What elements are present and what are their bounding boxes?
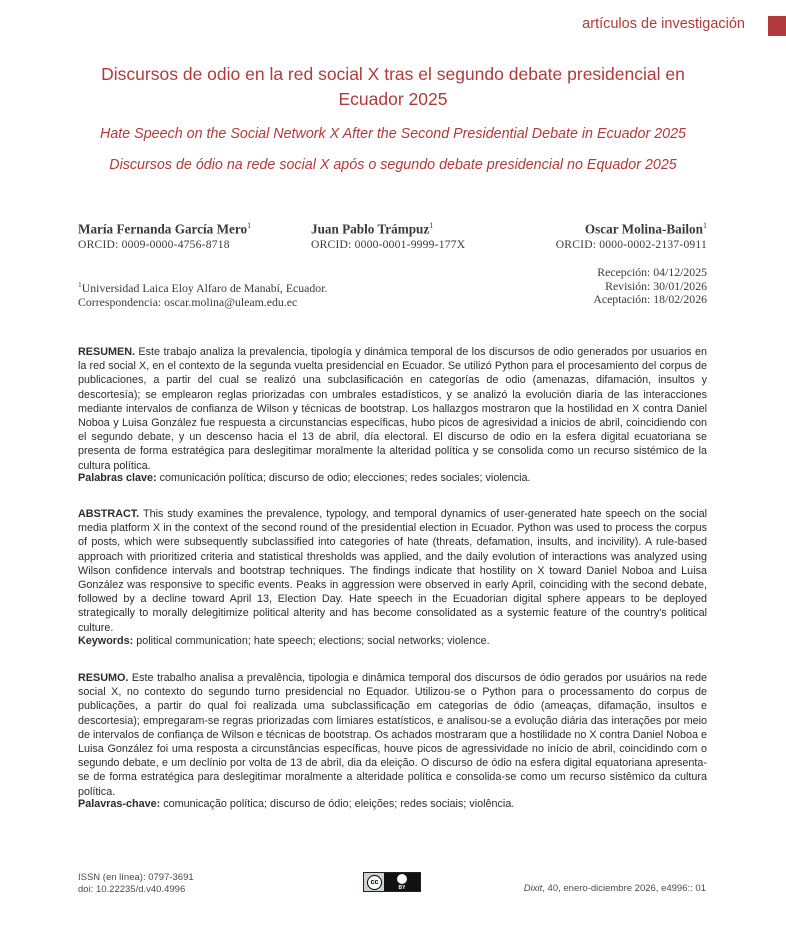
by-label: BY [398,884,406,891]
resumo-text: Este trabalho analisa a prevalência, tipologia e dinâmica temporal dos discursos de ódio gerados por usuários na rede social X, no contexto do segundo turno presidencial no Equador. Utilizou-se o Python para o processamento do corpus de publicações, a partir do qual foi realizada uma subclassificação em categorias de ódio (ameaças, difamação, insultos e descortesia); empregaram-se regras priorizadas com limiares estatísticos, e analisou-se a evolução diária das interações por meio de intervalos de confiança de Wilson e técnicas de bootstrap. Os achados mostraram que a hostilidade no X contra Daniel Noboa e Luisa González foi uma resposta a circunstâncias específicas, houve picos de agressividade no início de abril, coincidindo com o segundo debate, e um declínio por volta de 13 de abril, dia da eleição. O discurso de ódio na esfera digital equatoriana apresenta-se de forma estratégica para deslegitimar moralmente a alteridade política e consolida-se como um recurso sistêmico da cultura política. [78,672,707,798]
author-orcid[interactable]: ORCID: 0000-0001-9999-177X [311,238,466,252]
cc-icon: cc [367,875,382,890]
title-portuguese: Discursos de ódio na rede social X após o segundo debate presidencial no Equador 2025 [109,157,677,173]
author-affiliation-mark: 1 [247,221,252,230]
author-affiliation-mark: 1 [429,221,434,230]
dates-block [593,266,707,307]
doi[interactable]: doi: 10.22235/d.v40.4996 [78,884,186,895]
author-name: María Fernanda García Mero [78,221,248,237]
title-spanish: Discursos de odio en la red social X tras el segundo debate presidencial en Ecuador 2025 [101,64,685,109]
keywords-text: comunicación política; discurso de odio; elecciones; redes sociales; violencia. [156,472,531,484]
issn: ISSN (en línea): 0797-3691 [78,872,194,883]
keywords-heading: Palabras clave: [78,472,157,484]
author-name: Oscar Molina-Bailon [584,221,703,237]
section-accent-bar [768,16,786,36]
cc-by-icon[interactable] [363,872,421,892]
journal-name: Dixit [523,883,543,894]
date-accepted: Aceptación: 18/02/2026 [593,292,707,306]
resumen-paragraph [78,345,707,473]
affiliation-mark: 1 [78,280,82,289]
section-label: artículos de investigación [582,16,745,32]
author-2 [311,221,465,251]
resumen-text: Este trabajo analiza la prevalencia, tipología y dinámica temporal de los discursos de odio generados por usuarios en la red social X, en el contexto de la segunda vuelta presidencial en Ecuador. Se utilizó Python para el procesamiento del corpus de publicaciones, a partir del cual se realizó una subclasificación en categorías de odio (amenazas, difamación, insultos y descortesía); se emplearon reglas priorizadas con umbrales estadísticos, y se analizó la evolución diaria de las interacciones mediante intervalos de confianza de Wilson y técnicas de bootstrap. Los hallazgos mostraron que la hostilidad en X contra Daniel Noboa y Luisa González fue respuesta a circunstancias específicas, hubo picos de agresividad a inicios de abril, coincidiendo con el segundo debate, y un descenso hacia el 13 de abril, día electoral. El discurso de odio en la esfera digital ecuatoriana se presenta de forma estratégica para deslegitimar moralmente la alteridad política y se consolida como un recurso sistémico de la cultura política. [78,346,707,472]
author-orcid[interactable]: ORCID: 0000-0002-2137-0911 [555,238,707,252]
author-list [78,221,707,255]
affiliation-institution: Universidad Laica Eloy Alfaro de Manabí, Ecuador. [81,280,328,295]
author-name: Juan Pablo Trámpuz [311,221,430,237]
title-block [0,62,786,173]
resumo-paragraph [78,671,707,799]
person-icon [397,874,407,884]
citation-details: , 40, enero-diciembre 2026, e4996:: 01 [542,883,706,894]
date-revised: Revisión: 30/01/2026 [605,278,707,293]
date-received: Recepción: 04/12/2025 [597,265,707,279]
keywords-text: political communication; hate speech; elections; social networks; violence. [133,635,490,647]
author-affiliation-mark: 1 [703,221,707,230]
author-1 [78,221,251,251]
abstract-keywords [78,635,707,647]
author-3 [556,221,707,251]
footer-identifiers [78,872,194,896]
affiliation-block [78,278,327,310]
resumen-keywords [78,472,707,484]
abstract-text: This study examines the prevalence, typology, and temporal dynamics of user-generated hate speech on the social media platform X in the context of the second round of the presidential election in Ecuador. Python was used to process the corpus of posts, which were subsequently subclassified into categories of hate (threats, defamation, insults, and incivility). A rule-based approach with prioritized criteria and statistical thresholds was applied, and the daily evolution of interactions was analyzed using Wilson confidence intervals and bootstrap techniques. The findings indicate that hostility on X toward Daniel Noboa and Luisa González was responsive to specific events. Peaks in aggression were observed in early April, coinciding with the second debate, followed by a decline toward April 13, Election Day. Hate speech in the Ecuadorian digital sphere appears to be deployed strategically to morally delegitimize political alterity and has become consolidated as a systemic feature of the country's political culture. [78,508,707,634]
resumen-heading: RESUMEN. [78,346,135,358]
title-english: Hate Speech on the Social Network X After the Second Presidential Debate in Ecuador 2025 [100,126,686,142]
keywords-text: comunicação política; discurso de ódio; eleições; redes sociais; violência. [160,798,515,810]
abstract-heading: ABSTRACT. [78,508,140,520]
keywords-heading: Palavras-chave: [78,798,161,810]
keywords-heading: Keywords: [78,635,134,647]
resumo-keywords [78,798,707,810]
resumo-heading: RESUMO. [78,672,129,684]
correspondence-email[interactable]: Correspondencia: oscar.molina@uleam.edu.ec [78,295,298,310]
author-orcid[interactable]: ORCID: 0009-0000-4756-8718 [78,238,230,252]
footer-citation [524,883,706,894]
abstract-paragraph [78,507,707,635]
